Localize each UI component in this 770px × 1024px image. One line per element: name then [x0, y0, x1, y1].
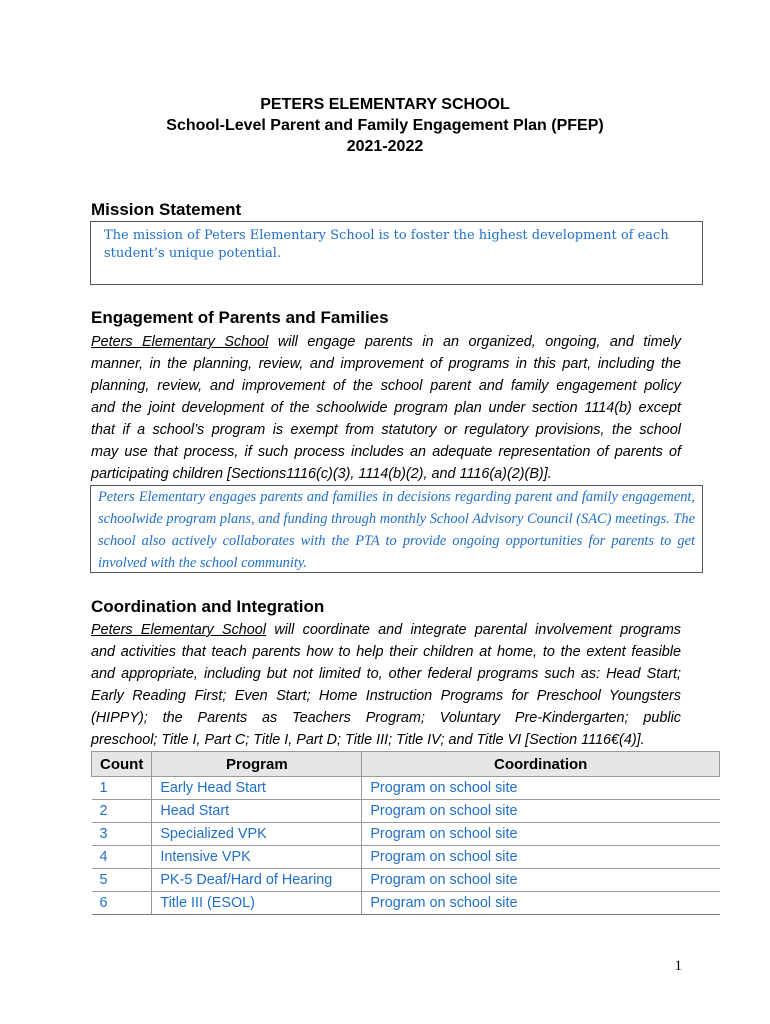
- count-cell: 5: [92, 869, 152, 892]
- engagement-line: manner, in the planning, review, and improvement of programs in this part, including the: [91, 356, 681, 372]
- engagement-paragraph: [91, 331, 681, 485]
- program-cell: Intensive VPK: [152, 846, 362, 869]
- engagement-line: that if a school’s program is exempt from statutory or regulatory provisions, the school: [91, 422, 681, 438]
- plan-years: 2021-2022: [346, 138, 424, 155]
- coordination-heading: Coordination and Integration: [91, 597, 325, 616]
- engagement-response-text: Peters Elementary engages parents and families in decisions regarding parent and family engagement, schoolwide program plans, and funding through monthly School Advisory Council (SAC) meetings. The school also actively collaborates with the PTA to provide ongoing opportunities for parents to get involved with the school community.: [98, 489, 695, 571]
- table-row: [92, 892, 720, 915]
- table-row: [92, 846, 720, 869]
- engagement-line: Peters Elementary School will engage parents in an organized, ongoing, and timely: [91, 334, 681, 350]
- coordination-line: and activities that teach parents how to help their children at home, to the extent feasible: [91, 644, 681, 660]
- column-header-count: Count: [92, 752, 152, 777]
- count-cell: 1: [92, 777, 152, 800]
- coordination-cell: Program on school site: [362, 800, 720, 823]
- coordination-line: (HIPPY); the Parents as Teachers Program; Voluntary Pre-Kindergarten; public: [91, 710, 681, 726]
- page-number: 1: [674, 958, 682, 974]
- engagement-heading: Engagement of Parents and Families: [91, 308, 389, 327]
- plan-title: School-Level Parent and Family Engagement Plan (PFEP): [166, 117, 604, 134]
- engagement-line: and the joint development of the schoolwide program plan under section 1114(b) except: [91, 400, 681, 416]
- coordination-line: preschool; Title I, Part C; Title I, Part D; Title III; Title IV; and Title VI [Section 1116€(4)].: [91, 732, 645, 748]
- count-cell: 6: [92, 892, 152, 915]
- column-header-program: Program: [152, 752, 362, 777]
- table-row: [92, 869, 720, 892]
- program-table: [91, 751, 720, 915]
- coordination-cell: Program on school site: [362, 869, 720, 892]
- coordination-cell: Program on school site: [362, 892, 720, 915]
- engagement-line: may use that process, if such process includes an adequate representation of parents of: [91, 444, 681, 460]
- table-header-row: [92, 752, 720, 777]
- engagement-line: planning, review, and improvement of the school parent and family engagement policy: [91, 378, 681, 394]
- program-cell: PK-5 Deaf/Hard of Hearing: [152, 869, 362, 892]
- engagement-line: participating children [Sections1116(c)(3), 1114(b)(2), and 1116(a)(2)(B)].: [91, 466, 552, 482]
- mission-text: The mission of Peters Elementary School is to foster the highest development of each student’s unique potential.: [104, 228, 669, 261]
- table-row: [92, 800, 720, 823]
- count-cell: 3: [92, 823, 152, 846]
- column-header-coordination: Coordination: [362, 752, 720, 777]
- program-cell: Head Start: [152, 800, 362, 823]
- school-name-ref: Peters Elementary School: [91, 334, 269, 350]
- coordination-cell: Program on school site: [362, 823, 720, 846]
- school-name: PETERS ELEMENTARY SCHOOL: [260, 96, 510, 113]
- count-cell: 4: [92, 846, 152, 869]
- coordination-paragraph: [91, 619, 681, 751]
- coordination-line: and appropriate, including but not limited to, other federal programs such as: Head Start;: [91, 666, 681, 682]
- engagement-response-box: [90, 485, 703, 573]
- document-header: [0, 94, 770, 157]
- coordination-cell: Program on school site: [362, 777, 720, 800]
- coordination-line: Peters Elementary School will coordinate and integrate parental involvement programs: [91, 622, 681, 638]
- count-cell: 2: [92, 800, 152, 823]
- program-cell: Early Head Start: [152, 777, 362, 800]
- school-name-ref: Peters Elementary School: [91, 622, 267, 638]
- coordination-line: Early Reading First; Even Start; Home Instruction Programs for Preschool Youngsters: [91, 688, 681, 704]
- mission-statement-box: [90, 221, 703, 285]
- program-cell: Specialized VPK: [152, 823, 362, 846]
- coordination-cell: Program on school site: [362, 846, 720, 869]
- mission-heading: Mission Statement: [91, 200, 242, 219]
- table-row: [92, 823, 720, 846]
- table-row: [92, 777, 720, 800]
- program-cell: Title III (ESOL): [152, 892, 362, 915]
- page-number-footer: [0, 958, 770, 975]
